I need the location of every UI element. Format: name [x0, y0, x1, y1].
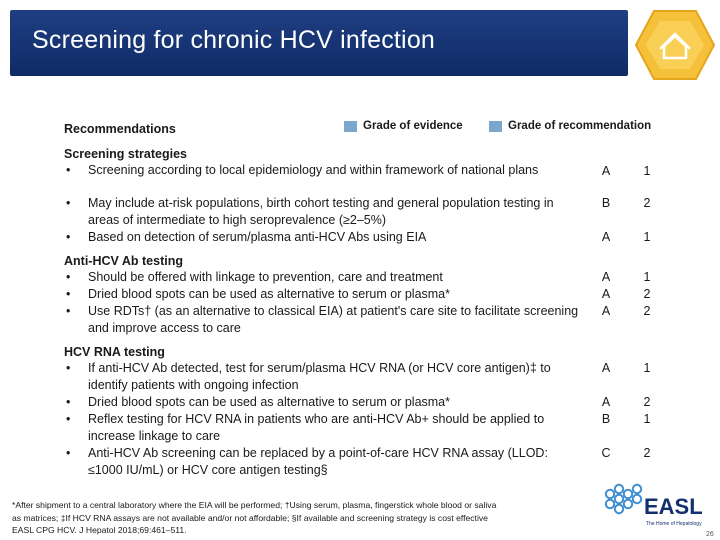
evidence-swatch	[344, 121, 357, 132]
grade-evidence: A	[601, 287, 611, 301]
grade-evidence: A	[601, 361, 611, 375]
recommendation-swatch	[489, 121, 502, 132]
grade-recommendation: 2	[643, 395, 651, 409]
footnote-line: as matrices; ‡If HCV RNA assays are not available and/or not affordable; §If available and screening strategy is cost effective	[12, 512, 488, 523]
section-title: Anti-HCV Ab testing	[64, 254, 183, 268]
grade-recommendation: 2	[643, 446, 651, 460]
legend-recommendation-label: Grade of recommendation	[508, 120, 652, 132]
home-icon[interactable]	[634, 8, 716, 82]
footnote-line: *After shipment to a central laboratory where the EIA will be performed; †Using serum, plasma, fingerstick whole blood or saliva	[12, 500, 497, 510]
logo-name: EASL	[644, 494, 703, 519]
legend-grade-evidence	[344, 120, 463, 132]
footnote	[12, 499, 592, 537]
recommendations-header: Recommendations	[64, 122, 176, 136]
grade-recommendation: 1	[643, 361, 651, 375]
grade-evidence: A	[601, 230, 611, 244]
grade-recommendation: 2	[643, 196, 651, 210]
section-title: Screening strategies	[64, 147, 187, 161]
grade-recommendation: 1	[643, 412, 651, 426]
grade-evidence: B	[601, 412, 611, 426]
title-bar	[10, 10, 628, 76]
grade-recommendation: 2	[643, 304, 651, 318]
legend-evidence-label: Grade of evidence	[363, 120, 463, 132]
page-number: 26	[706, 531, 714, 538]
citation: EASL CPG HCV. J Hepatol 2018;69:461–511.	[12, 525, 187, 536]
grade-evidence: C	[601, 446, 611, 460]
hexagon-cluster-icon	[606, 485, 641, 513]
grade-recommendation: 1	[643, 270, 651, 284]
grade-recommendation: 2	[643, 287, 651, 301]
section-title: HCV RNA testing	[64, 345, 165, 359]
legend-grade-recommendation	[489, 120, 651, 132]
grade-evidence: A	[601, 395, 611, 409]
header	[0, 0, 720, 84]
grade-evidence: A	[601, 304, 611, 318]
grade-evidence: A	[601, 164, 611, 178]
easl-logo	[600, 480, 718, 538]
logo-tagline: The Home of Hepatology	[646, 521, 702, 527]
grade-evidence: B	[601, 196, 611, 210]
grade-evidence: A	[601, 270, 611, 284]
page-title: Screening for chronic HCV infection	[32, 26, 436, 54]
grade-recommendation: 1	[643, 230, 651, 244]
grade-recommendation: 1	[643, 164, 651, 178]
legend-row	[0, 114, 720, 144]
